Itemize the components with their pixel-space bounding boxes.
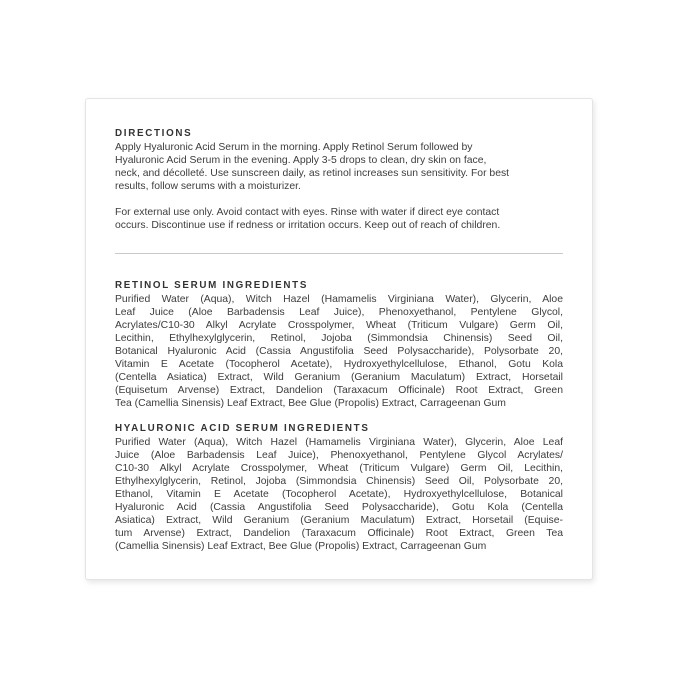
directions-warning-paragraph <box>115 206 563 232</box>
text-line: Hyaluronic Acid Serum in the evening. Apply 3-5 drops to clean, dry skin on face, <box>115 155 487 166</box>
directions-section <box>115 127 563 232</box>
text-line: Asiatica) Extract, Wild Geranium (Geranium Maculatum) Extract, Horsetail (Equise- <box>115 515 563 526</box>
text-line: Leaf Juice (Aloe Barbadensis Leaf Juice), Phenoxyethanol, Pentylene Glycol, <box>115 307 563 318</box>
text-line: Apply Hyaluronic Acid Serum in the morning. Apply Retinol Serum followed by <box>115 142 473 153</box>
text-line: C10-30 Alkyl Acrylate Crosspolymer, Wheat (Triticum Vulgare) Germ Oil, Lecithin, <box>115 463 563 474</box>
hyaluronic-ingredients-list <box>115 436 563 553</box>
text-line: Purified Water (Aqua), Witch Hazel (Hamamelis Virginiana Water), Glycerin, Aloe Leaf <box>115 437 563 448</box>
text-line: results, follow serums with a moisturizer. <box>115 181 301 192</box>
text-line: Lecithin, Ethylhexylglycerin, Retinol, Jojoba (Simmondsia Chinensis) Seed Oil, <box>115 333 563 344</box>
text-line: Purified Water (Aqua), Witch Hazel (Hamamelis Virginiana Water), Glycerin, Aloe <box>115 294 563 305</box>
retinol-ingredients-section <box>115 279 563 410</box>
hyaluronic-ingredients-section <box>115 422 563 553</box>
hyaluronic-ingredients-heading: HYALURONIC ACID SERUM INGREDIENTS <box>115 423 370 434</box>
retinol-ingredients-heading: RETINOL SERUM INGREDIENTS <box>115 280 309 291</box>
text-line: tum Arvense) Extract, Dandelion (Taraxacum Officinale) Root Extract, Green Tea <box>115 528 563 539</box>
text-line: (Camellia Sinensis) Leaf Extract, Bee Glue (Propolis) Extract, Carrageenan Gum <box>115 541 487 552</box>
retinol-ingredients-list <box>115 293 563 410</box>
text-line: Ethylhexylglycerin, Retinol, Jojoba (Simmondsia Chinensis) Seed Oil, Polysorbate 20, <box>115 476 563 487</box>
text-line: Vitamin E Acetate (Tocopherol Acetate), Hydroxyethylcellulose, Ethanol, Gotu Kola <box>115 359 563 370</box>
directions-heading: DIRECTIONS <box>115 128 193 139</box>
text-line: neck, and décolleté. Use sunscreen daily, as retinol increases sun sensitivity. For best <box>115 168 510 179</box>
text-line: Hyaluronic Acid (Cassia Angustifolia Seed Polysaccharide), Gotu Kola (Centella <box>115 502 563 513</box>
text-line: Botanical Hyaluronic Acid (Cassia Angustifolia Seed Polysaccharide), Polysorbate 20, <box>115 346 563 357</box>
text-line: (Equisetum Arvense) Extract, Dandelion (Taraxacum Officinale) Root Extract, Green <box>115 385 563 396</box>
section-divider <box>115 253 563 254</box>
product-label-card <box>85 98 593 580</box>
text-line: Tea (Camellia Sinensis) Leaf Extract, Bee Glue (Propolis) Extract, Carrageenan Gum <box>115 398 506 409</box>
text-line: For external use only. Avoid contact with eyes. Rinse with water if direct eye contact <box>115 207 500 218</box>
text-line: Ethanol, Vitamin E Acetate (Tocopherol Acetate), Hydroxyethylcellulose, Botanical <box>115 489 563 500</box>
text-line: (Centella Asiatica) Extract, Wild Geranium (Geranium Maculatum) Extract, Horsetail <box>115 372 563 383</box>
text-line: occurs. Discontinue use if redness or irritation occurs. Keep out of reach of children. <box>115 220 501 231</box>
text-line: Acrylates/C10-30 Alkyl Acrylate Crosspolymer, Wheat (Triticum Vulgare) Germ Oil, <box>115 320 563 331</box>
directions-usage-paragraph <box>115 141 563 193</box>
text-line: Juice (Aloe Barbadensis Leaf Juice), Phenoxyethanol, Pentylene Glycol Acrylates/ <box>115 450 563 461</box>
